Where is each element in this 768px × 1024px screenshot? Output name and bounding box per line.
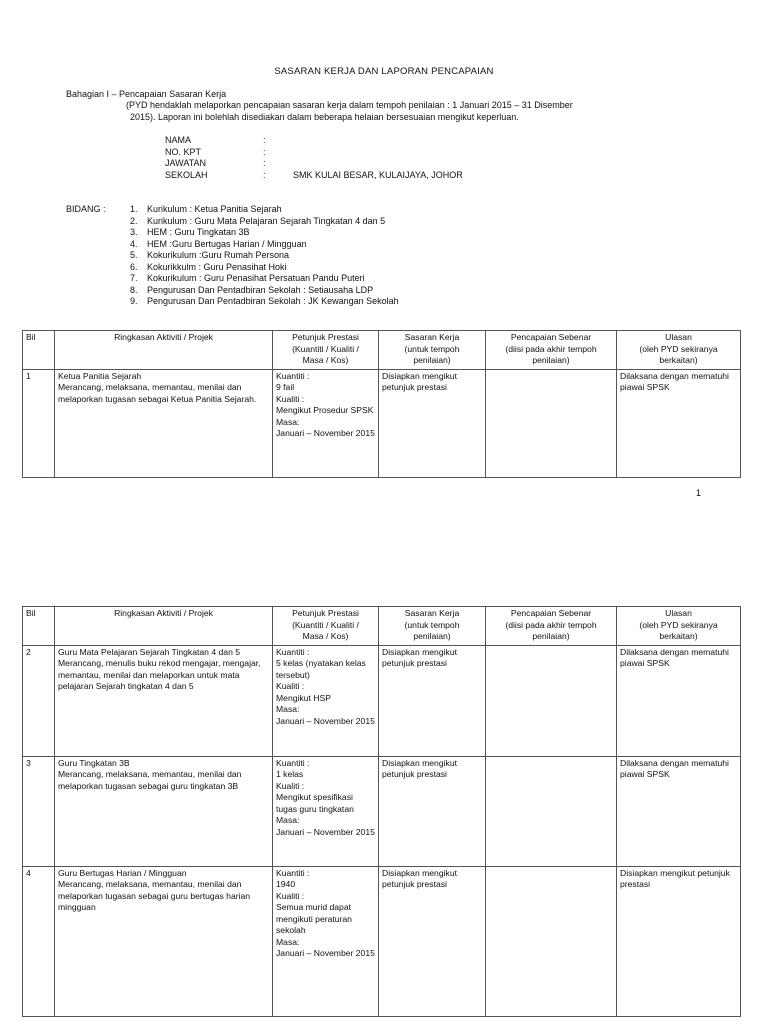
bidang-number: 1. [130, 204, 138, 214]
col-header-aktiviti: Ringkasan Aktiviti / Projek [55, 331, 273, 370]
table-row [23, 645, 741, 756]
info-label: SEKOLAH [165, 169, 208, 180]
bidang-text: Kokurikkulm : Guru Penasihat Hoki [147, 261, 287, 272]
cell-petunjuk: Kuantiti : 9 fail Kualiti : Mengikut Prosedur SPSK Masa: Januari – November 2015 [273, 369, 379, 477]
info-row-nama [165, 135, 463, 147]
bidang-number: 3. [130, 227, 138, 237]
section-heading: Bahagian I – Pencapaian Sasaran Kerja [66, 89, 227, 99]
page-number: 1 [696, 488, 702, 498]
cell-ulasan: Dilaksana dengan mematuhi piawai SPSK [617, 645, 741, 756]
bidang-item [130, 239, 399, 251]
cell-ulasan: Dilaksana dengan mematuhi piawai SPSK [617, 756, 741, 866]
col-header-pencapaian: Pencapaian Sebenar (diisi pada akhir tempoh penilaian) [486, 331, 617, 370]
table-row [23, 866, 741, 1016]
cell-petunjuk: Kuantiti : 5 kelas (nyatakan kelas tersebut) Kualiti : Mengikut HSP Masa: Januari – November 2015 [273, 645, 379, 756]
cell-aktiviti: Guru Mata Pelajaran Sejarah Tingkatan 4 dan 5 Merancang, menulis buku rekod mengajar, mengajar, memantau, menilai dan melaporkan untuk mata pelajaran Sejarah tingkatan 4 dan 5 [55, 645, 273, 756]
activity-table-page2 [22, 606, 741, 1017]
bidang-item [130, 273, 399, 285]
info-row-no-kpt [165, 147, 463, 159]
bidang-text: Kokurikulum :Guru Rumah Persona [147, 250, 290, 260]
col-header-sasaran: Sasaran Kerja (untuk tempoh penilaian) [379, 607, 486, 646]
col-header-bil: Bil [23, 331, 55, 370]
info-colon: : [263, 146, 266, 157]
info-row-jawatan [165, 158, 463, 170]
cell-pencapaian [486, 866, 617, 1016]
table-row [23, 756, 741, 866]
info-value: SMK KULAI BESAR, KULAIJAYA, JOHOR [293, 169, 463, 180]
bidang-number: 8. [130, 284, 138, 295]
col-header-sasaran: Sasaran Kerja (untuk tempoh penilaian) [379, 331, 486, 370]
bidang-item [130, 262, 399, 274]
personal-info-block [165, 135, 463, 181]
col-header-petunjuk: Petunjuk Prestasi (Kuantiti / Kualiti / Masa / Kos) [273, 607, 379, 646]
col-header-aktiviti: Ringkasan Aktiviti / Projek [55, 607, 273, 646]
cell-petunjuk: Kuantiti : 1 kelas Kualiti : Mengikut spesifikasi tugas guru tingkatan Masa: Januari – November 2015 [273, 756, 379, 866]
cell-aktiviti: Guru Bertugas Harian / Mingguan Merancang, melaksana, memantau, menilai dan melaporkan tugasan sebagai guru bertugas harian mingguan [55, 866, 273, 1016]
cell-aktiviti: Ketua Panitia Sejarah Merancang, melaksana, memantau, menilai dan melaporkan tugasan sebagai Ketua Panitia Sejarah. [55, 369, 273, 477]
bidang-number: 2. [130, 215, 138, 226]
col-header-ulasan: Ulasan (oleh PYD sekiranya berkaitan) [617, 607, 741, 646]
cell-petunjuk: Kuantiti : 1940 Kualiti : Semua murid dapat mengikuti peraturan sekolah Masa: Januari – November 2015 [273, 866, 379, 1016]
info-label: NO. KPT [165, 146, 202, 157]
cell-bil: 3 [23, 756, 55, 866]
info-colon: : [263, 135, 266, 145]
cell-bil: 2 [23, 645, 55, 756]
bidang-number: 9. [130, 296, 138, 306]
cell-bil: 1 [23, 369, 55, 477]
bidang-text: Kokurikulum : Guru Penasihat Persatuan Pandu Puteri [147, 273, 365, 283]
bidang-number: 4. [130, 238, 138, 249]
cell-pencapaian [486, 369, 617, 477]
cell-aktiviti: Guru Tingkatan 3B Merancang, melaksana, memantau, menilai dan melaporkan tugasan sebagai guru tingkatan 3B [55, 756, 273, 866]
cell-pencapaian [486, 756, 617, 866]
bidang-number: 7. [130, 273, 138, 283]
bidang-item [130, 285, 399, 297]
bidang-item [130, 204, 399, 216]
table-header-row [23, 607, 741, 646]
info-label: JAWATAN [165, 158, 206, 168]
cell-ulasan: Disiapkan mengikut petunjuk prestasi [617, 866, 741, 1016]
cell-sasaran: Disiapkan mengikut petunjuk prestasi [379, 756, 486, 866]
bidang-number: 5. [130, 250, 138, 260]
bidang-text: Kurikulum : Guru Mata Pelajaran Sejarah Tingkatan 4 dan 5 [147, 215, 386, 226]
instruction-text-line2: 2015). Laporan ini bolehlah disediakan dalam beberapa helaian bersesuaian mengikut keperluan. [130, 112, 519, 122]
col-header-ulasan: Ulasan (oleh PYD sekiranya berkaitan) [617, 331, 741, 370]
info-colon: : [263, 169, 266, 180]
col-header-pencapaian: Pencapaian Sebenar (diisi pada akhir tempoh penilaian) [486, 607, 617, 646]
bidang-text: Pengurusan Dan Pentadbiran Sekolah : JK Kewangan Sekolah [147, 296, 399, 306]
bidang-label: BIDANG : [66, 204, 106, 214]
cell-ulasan: Dilaksana dengan mematuhi piawai SPSK [617, 369, 741, 477]
info-label: NAMA [165, 135, 192, 145]
cell-sasaran: Disiapkan mengikut petunjuk prestasi [379, 369, 486, 477]
bidang-text: Pengurusan Dan Pentadbiran Sekolah : Setiausaha LDP [147, 284, 374, 295]
cell-sasaran: Disiapkan mengikut petunjuk prestasi [379, 645, 486, 756]
bidang-number: 6. [130, 261, 138, 272]
table-header-row [23, 331, 741, 370]
cell-bil: 4 [23, 866, 55, 1016]
bidang-item [130, 227, 399, 239]
col-header-bil: Bil [23, 607, 55, 646]
bidang-text: HEM : Guru Tingkatan 3B [147, 227, 250, 237]
bidang-text: Kurikulum : Ketua Panitia Sejarah [147, 204, 282, 214]
instruction-text-line1: (PYD hendaklah melaporkan pencapaian sasaran kerja dalam tempoh penilaian : 1 Januari 2015 – 31 Disember [126, 100, 573, 110]
bidang-item [130, 216, 399, 228]
bidang-text: HEM :Guru Bertugas Harian / Mingguan [147, 238, 307, 249]
document-title: SASARAN KERJA DAN LAPORAN PENCAPAIAN [274, 66, 494, 77]
cell-pencapaian [486, 645, 617, 756]
info-colon: : [263, 158, 266, 168]
cell-sasaran: Disiapkan mengikut petunjuk prestasi [379, 866, 486, 1016]
activity-table-page1 [22, 330, 741, 478]
col-header-petunjuk: Petunjuk Prestasi (Kuantiti / Kualiti / Masa / Kos) [273, 331, 379, 370]
bidang-list [130, 204, 399, 308]
bidang-item [130, 296, 399, 308]
info-row-sekolah [165, 170, 463, 182]
bidang-item [130, 250, 399, 262]
table-row [23, 369, 741, 477]
